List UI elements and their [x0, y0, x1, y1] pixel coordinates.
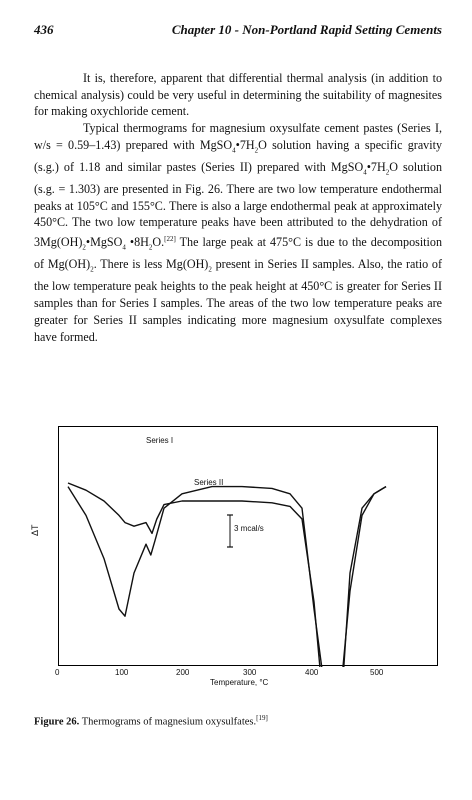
x-tick-label: 400 [305, 668, 319, 677]
chapter-title: Chapter 10 - Non-Portland Rapid Setting Cements [171, 22, 442, 37]
y-axis-title: ΔT [30, 524, 40, 536]
series-line-1 [68, 487, 386, 667]
scale-bar-label: 3 mcal/s [234, 524, 264, 533]
body-text [34, 70, 442, 345]
x-axis-title: Temperature, °C [210, 678, 269, 687]
caption-text: Thermograms of magnesium oxysulfates. [79, 716, 257, 728]
series-line-2 [68, 483, 386, 667]
series-2-label: Series II [194, 478, 224, 487]
x-tick-label: 500 [370, 668, 384, 677]
figure-caption [34, 714, 442, 728]
page-header [34, 22, 442, 40]
thermogram-figure [58, 426, 438, 666]
thermogram-chart [59, 427, 439, 667]
x-tick-label: 100 [115, 668, 129, 677]
paragraph-1: It is, therefore, apparent that differential thermal analysis (in addition to chemical analysis) could be very useful in determining the suitability of magnesites for making oxychloride cement. [34, 71, 442, 119]
x-tick-label: 0 [55, 668, 60, 677]
caption-label: Figure 26. [34, 716, 80, 728]
x-tick-label: 200 [176, 668, 190, 677]
caption-citation: [19] [256, 714, 268, 722]
paragraph-2: Typical thermograms for magnesium oxysulfate cement pastes (Series I, w/s = 0.59–1.43) prepared with $MgSO_4•7H_2O$ solution having a specific gravity (s.g.) of 1.18 and similar pastes (Series II) prepared with $MgSO_4•7H_2O$ solution (s.g. = 1.303) are presented in Fig. 26. There are two low temperature endothermal peaks at 105°C and 155°C. There is also a large endothermal peak at approximately 450°C. The two low temperature peaks have been attributed to the dehydration of $3Mg(OH)_2•MgSO_4$ $•8H_2O.[22]$ The large peak at 475°C is due to the decomposition of $Mg(OH)_2$. There is less $Mg(OH)_2$ present in Series II samples. Also, the ratio of the low temperature peak heights to the peak height at 450°C is greater for Series II samples than for Series I samples. The areas of the two low temperature peaks are greater for Series II samples indicating more magnesium oxysulfate complexes have formed. [34, 121, 443, 344]
x-tick-label: 300 [243, 668, 257, 677]
series-1-label: Series I [146, 436, 174, 445]
citation-22: [22] [164, 235, 176, 244]
page-number: 436 [34, 22, 54, 37]
